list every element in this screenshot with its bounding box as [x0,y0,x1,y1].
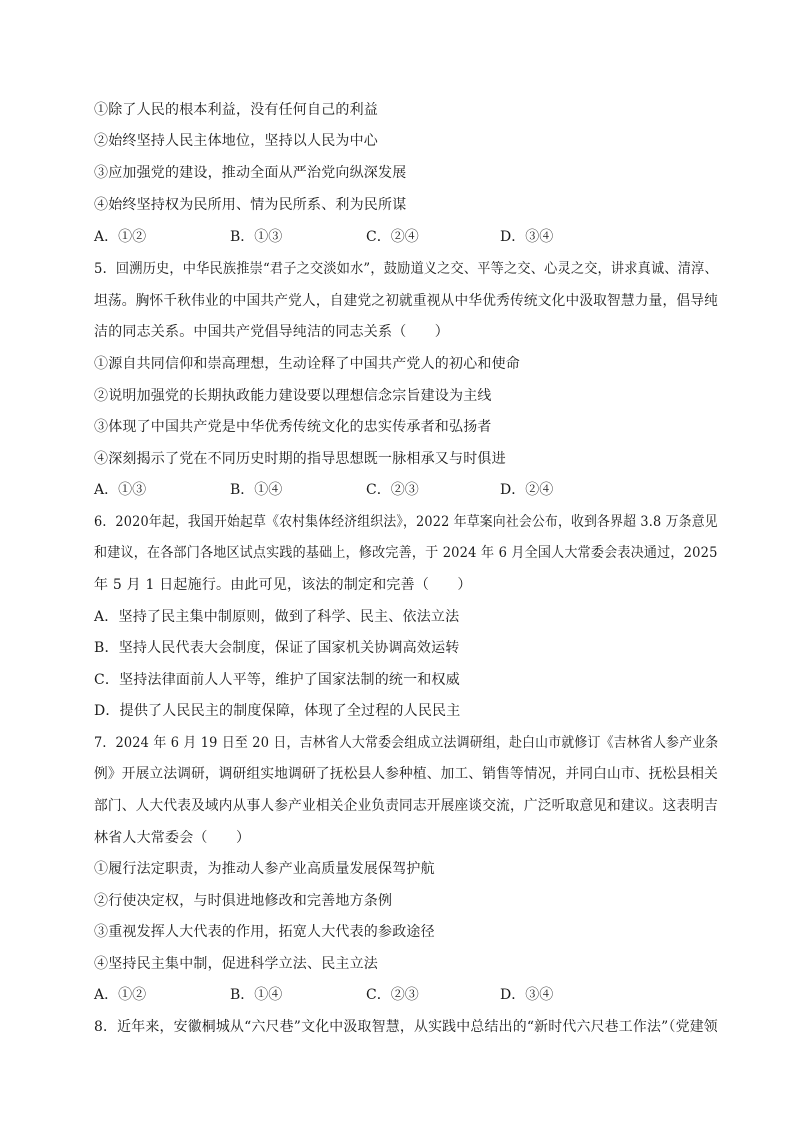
q4-item-3: ③应加强党的建设，推动全面从严治党向纵深发展 [94,165,407,181]
q6-option-b: B．坚持人民代表大会制度，保证了国家机关协调高效运转 [94,640,460,656]
q6-option-c: C．坚持法律面前人人平等，维护了国家法制的统一和权威 [94,672,460,688]
q4-item-1: ①除了人民的根本利益，没有任何自己的利益 [94,102,378,118]
q4-option-a: A．①② [94,229,147,245]
q5-option-d: D．②④ [500,482,554,498]
q5-item-4: ④深刻揭示了党在不同历史时期的指导思想既一脉相承又与时俱进 [94,451,506,467]
q4-option-c: C．②④ [366,229,419,245]
q7-stem-line-2: 例》开展立法调研，调研组实地调研了抚松县人参种植、加工、销售等情况，并同白山市、抚松县相关 [94,766,718,782]
q8-stem-line-1: 8．近年来，安徽桐城从“六尺巷”文化中汲取智慧，从实践中总结出的“新时代六尺巷工作法”（党建领 [94,1019,718,1035]
q7-item-2: ②行使决定权，与时俱进地修改和完善地方条例 [94,893,393,909]
q7-option-c: C．②③ [366,987,419,1003]
q5-item-2: ②说明加强党的长期执政能力建设要以理想信念宗旨建设为主线 [94,388,492,404]
q6-option-a: A．坚持了民主集中制原则，做到了科学、民主、依法立法 [94,609,460,625]
q7-stem-line-4: 林省人大常委会（ ） [94,830,251,846]
q4-item-4: ④始终坚持权为民所用、情为民所系、利为民所谋 [94,197,407,213]
q6-stem-line-2: 和建议，在各部门各地区试点实践的基础上，修改完善，于 2024 年 6 月全国人大常委会表决通过，2025 [94,545,718,561]
q6-stem-line-3: 年 5 月 1 日起施行。由此可见，该法的制定和完善（ ） [94,577,472,593]
q4-option-d: D．③④ [500,229,554,245]
q6-stem-line-1: 6．2020年起，我国开始起草《农村集体经济组织法》，2022 年草案向社会公布，收到各界超 3.8 万条意见 [94,514,718,530]
q7-item-4: ④坚持民主集中制，促进科学立法、民主立法 [94,956,378,972]
q5-stem-line-3: 洁的同志关系。中国共产党倡导纯洁的同志关系（ ） [94,324,449,340]
q7-stem-line-1: 7．2024 年 6 月 19 日至 20 日，吉林省人大常委会组成立法调研组，赴白山市就修订《吉林省人参产业条 [94,735,719,751]
q4-option-b: B．①③ [230,229,283,245]
q5-stem-line-1: 5．回溯历史，中华民族推崇“君子之交淡如水”，鼓励道义之交、平等之交、心灵之交，讲求真诚、清淳、 [94,261,718,277]
q6-option-d: D．提供了人民民主的制度保障，体现了全过程的人民民主 [94,703,461,719]
q7-stem-line-3: 部门、人大代表及域内从事人参产业相关企业负责同志开展座谈交流，广泛听取意见和建议。这表明吉 [94,798,718,814]
q7-item-1: ①履行法定职责，为推动人参产业高质量发展保驾护航 [94,861,435,877]
q7-option-d: D．③④ [500,987,554,1003]
q7-item-3: ③重视发挥人大代表的作用，拓宽人大代表的参政途径 [94,924,435,940]
q5-item-1: ①源自共同信仰和崇高理想，生动诠释了中国共产党人的初心和使命 [94,356,520,372]
q5-item-3: ③体现了中国共产党是中华优秀传统文化的忠实传承者和弘扬者 [94,419,492,435]
q4-item-2: ②始终坚持人民主体地位，坚持以人民为中心 [94,133,378,149]
q5-option-a: A．①③ [94,482,147,498]
q5-option-c: C．②③ [366,482,419,498]
q5-option-b: B．①④ [230,482,283,498]
q5-stem-line-2: 坦荡。胸怀千秋伟业的中国共产党人，自建党之初就重视从中华优秀传统文化中汲取智慧力量，倡导纯 [94,293,718,309]
q7-option-a: A．①② [94,987,147,1003]
q7-option-b: B．①④ [230,987,283,1003]
